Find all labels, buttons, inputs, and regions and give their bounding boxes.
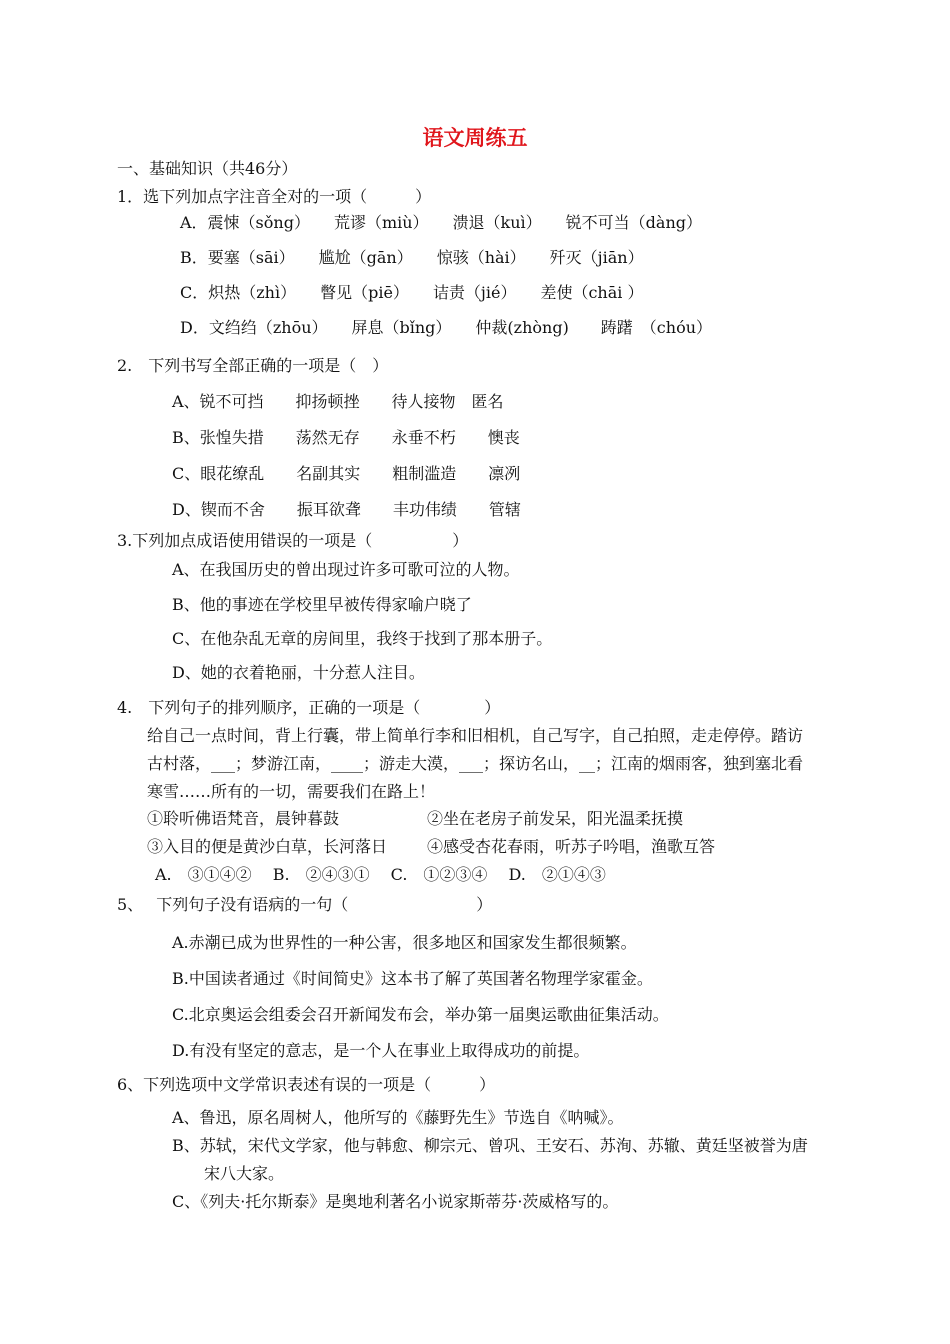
q5-option-c: C.北京奥运会组委会召开新闻发布会，举办第一届奥运歌曲征集活动。	[172, 1005, 669, 1024]
q5-option-a: A.赤潮已成为世界性的一种公害，很多地区和国家发生都很频繁。	[172, 933, 637, 952]
q4-answer-options: A. ③①④② B. ②④③① C. ①②③④ D. ②①④③	[155, 865, 606, 884]
q4-item-4: ④感受杏花春雨，听苏子吟唱，渔歌互答	[427, 837, 716, 856]
q3-option-d: D、她的衣着艳丽，十分惹人注目。	[172, 663, 425, 682]
page-title: 语文周练五	[422, 126, 528, 150]
q2-option-d: D、锲而不舍 振耳欲聋 丰功伟绩 管辖	[172, 500, 521, 519]
q2-stem: 2. 下列书写全部正确的一项是（ ）	[117, 356, 389, 375]
q4-stem: 4. 下列句子的排列顺序，正确的一项是（ ）	[117, 698, 501, 717]
q1-stem: 1．选下列加点字注音全对的一项（ ）	[117, 187, 432, 206]
q6-option-c: C、《列夫·托尔斯泰》是奥地利著名小说家斯蒂芬·茨威格写的。	[172, 1192, 619, 1211]
q4-passage-line-3: 寒雪……所有的一切，需要我们在路上！	[147, 782, 436, 801]
q4-passage-line-1: 给自己一点时间，背上行囊，带上简单行李和旧相机，自己写字，自己拍照，走走停停。踏访	[147, 726, 804, 745]
q3-stem: 3.下列加点成语使用错误的一项是（ ）	[117, 531, 469, 550]
q1-option-b: B．要塞（sāi） 尴尬（gān） 惊骇（hài） 歼灭（jiān）	[180, 248, 644, 267]
q6-stem: 6、下列选项中文学常识表述有误的一项是（ ）	[117, 1075, 496, 1094]
q5-option-d: D.有没有坚定的意志，是一个人在事业上取得成功的前提。	[172, 1041, 590, 1060]
q2-option-c: C、眼花缭乱 名副其实 粗制滥造 凛冽	[172, 464, 521, 483]
q6-option-b-line-1: B、苏轼，宋代文学家，他与韩愈、柳宗元、曾巩、王安石、苏洵、苏辙、黄廷坚被誉为唐	[172, 1136, 808, 1155]
q5-stem: 5、 下列句子没有语病的一句（ ）	[117, 895, 493, 914]
q4-item-2: ②坐在老房子前发呆，阳光温柔抚摸	[427, 809, 684, 828]
q1-option-c: C．炽热（zhì） 瞥见（piē） 诘责（jié） 差使（chāi ）	[180, 283, 644, 302]
section-heading: 一、基础知识（共46分）	[117, 159, 298, 178]
q3-option-c: C、在他杂乱无章的房间里，我终于找到了那本册子。	[172, 629, 553, 648]
q2-option-b: B、张惶失措 荡然无存 永垂不朽 懊丧	[172, 428, 520, 447]
q1-option-a: A．震悚（sǒng） 荒谬（miù） 溃退（kuì） 锐不可当（dàng）	[180, 213, 702, 232]
q3-option-a: A、在我国历史的曾出现过许多可歌可泣的人物。	[172, 560, 520, 579]
q3-option-b: B、他的事迹在学校里早被传得家喻户晓了	[172, 595, 472, 614]
q4-item-1: ①聆听佛语梵音，晨钟暮鼓	[147, 809, 340, 828]
q4-passage-line-2: 古村落，___；梦游江南，____；游走大漠，___；探访名山，__；江南的烟雨客，独到塞北看	[147, 754, 804, 773]
q5-option-b: B.中国读者通过《时间简史》这本书了解了英国著名物理学家霍金。	[172, 969, 653, 988]
q4-item-3: ③入目的便是黄沙白草，长河落日	[147, 837, 388, 856]
q6-option-a: A、鲁迅，原名周树人，他所写的《藤野先生》节选自《呐喊》。	[172, 1108, 624, 1127]
q2-option-a: A、锐不可挡 抑扬顿挫 待人接物 匿名	[172, 392, 504, 411]
q1-option-d: D．文绉绉（zhōu） 屏息（bǐng） 仲裁(zhòng) 踌躇 （chóu）	[180, 318, 713, 337]
q6-option-b-line-2: 宋八大家。	[204, 1164, 285, 1183]
